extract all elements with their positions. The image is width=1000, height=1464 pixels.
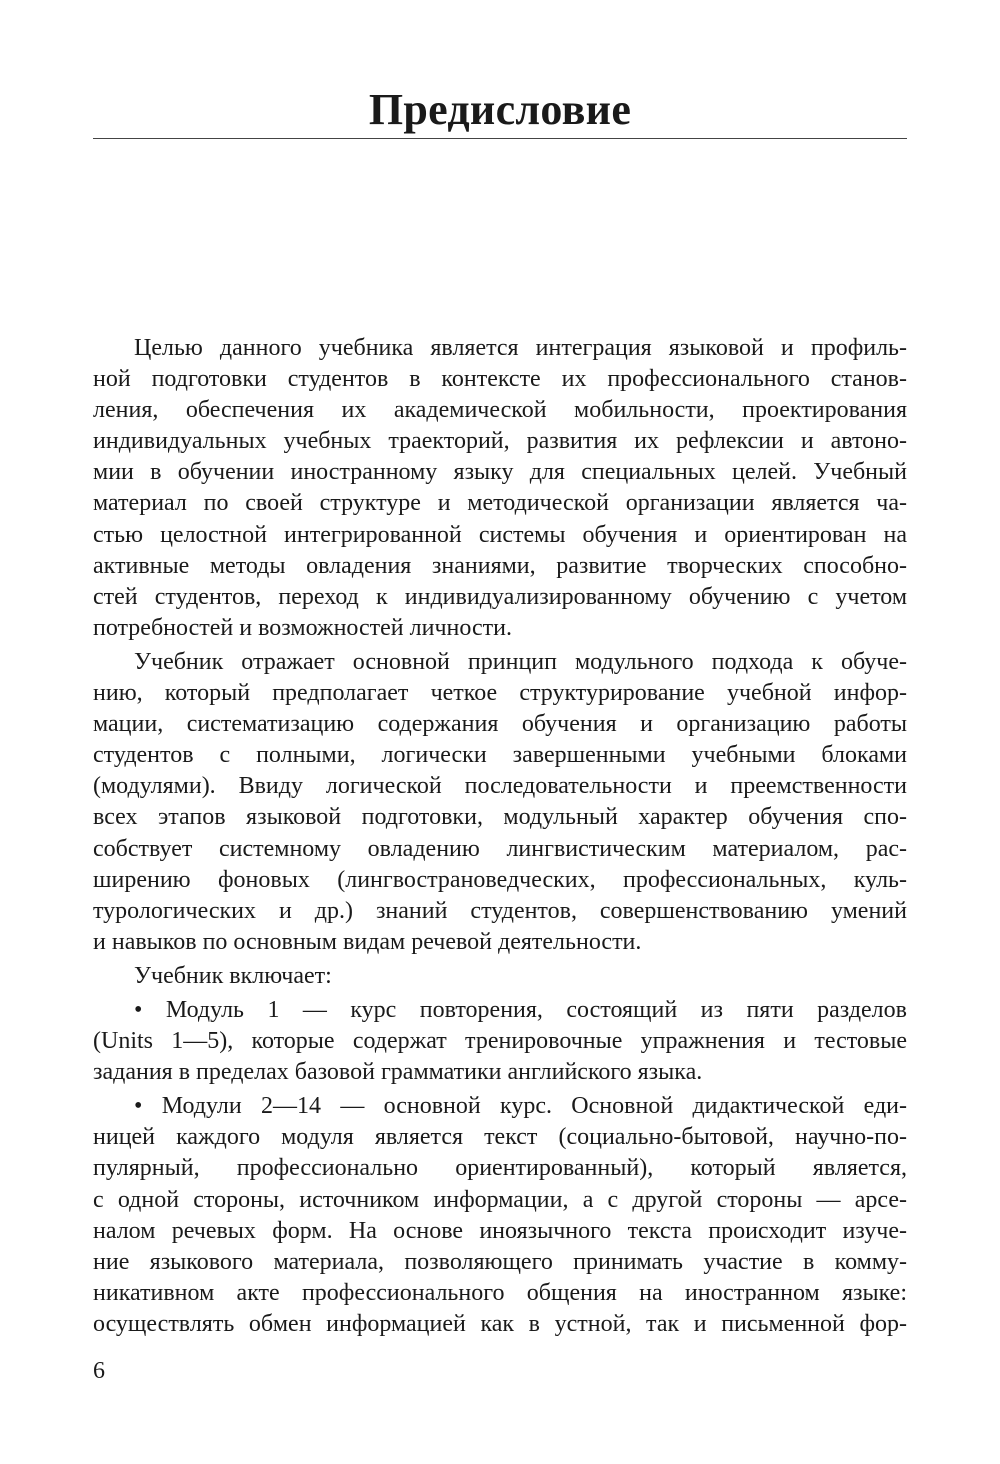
page-title: Предисловие (368, 85, 632, 134)
text-line: стью целостной интегрированной системы обучения и ориентирован на (93, 521, 907, 548)
text-line: ления, обеспечения их академической мобильности, проектирования (93, 397, 907, 424)
text-line: студентов с полными, логически завершенными учебными блоками (93, 742, 907, 769)
text-line: активные методы овладения знаниями, развитие творческих способно- (93, 552, 907, 579)
text-line: с одной стороны, источником информации, а с другой стороны — арсе- (93, 1186, 907, 1213)
text-line: осуществлять обмен информацией как в устной, так и письменной фор- (93, 1310, 907, 1337)
title-divider (93, 138, 907, 139)
text-line: никативном акте профессионального общения на иностранном языке: (93, 1279, 907, 1306)
text-line: (Units 1—5), которые содержат тренировочные упражнения и тестовые (93, 1028, 907, 1055)
text-line: ние языкового материала, позволяющего принимать участие в комму- (93, 1248, 907, 1275)
text-line: стей студентов, переход к индивидуализированному обучению с учетом (93, 583, 907, 610)
text-line: ницей каждого модуля является текст (социально-бытовой, научно-по- (93, 1124, 907, 1151)
text-line: всех этапов языковой подготовки, модульный характер обучения спо- (93, 804, 907, 831)
text-line: нию, который предполагает четкое структурирование учебной инфор- (93, 680, 907, 707)
text-line: ной подготовки студентов в контексте их профессионального станов- (93, 366, 907, 393)
text-line: мии в обучении иностранному языку для специальных целей. Учебный (93, 459, 907, 486)
text-line: пулярный, профессионально ориентированный), который является, (93, 1155, 907, 1182)
text-line: индивидуальных учебных траекторий, развития их рефлексии и автоно- (93, 428, 907, 455)
text-line: и навыков по основным видам речевой деятельности. (93, 928, 642, 955)
text-line: • Модуль 1 — курс повторения, состоящий из пяти разделов (134, 996, 907, 1023)
text-line: задания в пределах базовой грамматики английского языка. (93, 1059, 703, 1086)
paragraph-1 (93, 333, 907, 644)
text-line: собствует системному овладению лингвистическим материалом, рас- (93, 835, 907, 862)
paragraph-4 (93, 995, 907, 1088)
paragraph-2 (93, 647, 907, 958)
text-line: потребностей и возможностей личности. (93, 614, 512, 641)
text-line: (модулями). Ввиду логической последовательности и преемственности (93, 773, 907, 800)
text-line: мации, систематизацию содержания обучения и организацию работы (93, 711, 907, 738)
paragraph-3 (93, 961, 907, 992)
text-line: материал по своей структуре и методической организации является ча- (93, 490, 907, 517)
page-number: 6 (93, 1358, 105, 1384)
text-line: налом речевых форм. На основе иноязычного текста происходит изуче- (93, 1217, 907, 1244)
text-line: • Модули 2—14 — основной курс. Основной дидактической еди- (134, 1093, 907, 1120)
paragraph-5 (93, 1091, 907, 1340)
text-line: Целью данного учебника является интеграция языковой и профиль- (134, 335, 907, 361)
body-text (93, 333, 907, 1340)
text-line: ширению фоновых (лингвострановедческих, профессиональных, куль- (93, 866, 907, 893)
text-line: Учебник отражает основной принцип модульного подхода к обуче- (134, 648, 907, 675)
text-line: Учебник включает: (134, 962, 332, 989)
text-line: турологических и др.) знаний студентов, совершенствованию умений (93, 897, 907, 924)
